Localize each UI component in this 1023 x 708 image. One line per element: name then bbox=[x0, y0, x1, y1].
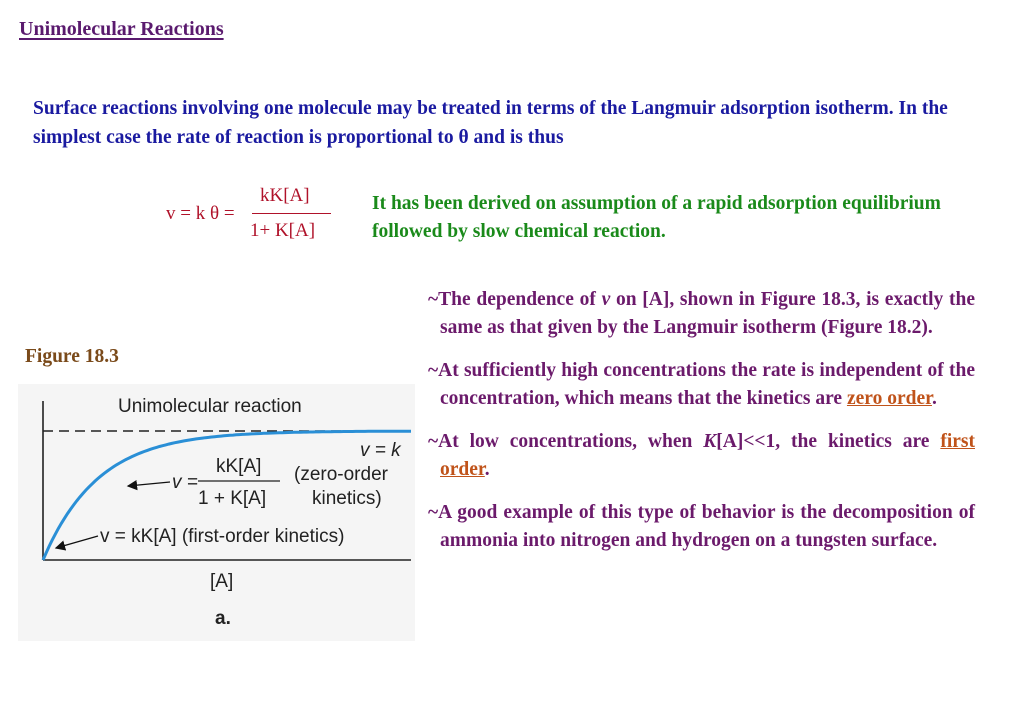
figure-18-3 bbox=[18, 384, 415, 641]
bullet-text: ~At low concentrations, when bbox=[428, 431, 704, 452]
first-order-link[interactable]: first order bbox=[440, 431, 975, 480]
first-order-label: v = kK[A] (first-order kinetics) bbox=[100, 526, 345, 547]
first-order-arrow bbox=[56, 536, 98, 548]
bullet-example bbox=[428, 499, 975, 555]
constant-variable: K bbox=[703, 431, 717, 452]
zero-order-denominator: 1 + K[A] bbox=[198, 488, 267, 509]
zero-order-note-line2: kinetics) bbox=[312, 488, 382, 509]
bullet-text: on [A], shown in Figure 18.3, is exactly the same as that given by the Langmuir isotherm (Figure 18.2). bbox=[440, 289, 975, 338]
figure-label: Figure 18.3 bbox=[25, 346, 119, 367]
equation-numerator: kK[A] bbox=[260, 185, 310, 206]
rate-equation bbox=[160, 184, 350, 246]
unimolecular-reaction-plot bbox=[18, 384, 415, 641]
zero-order-lhs: v = bbox=[172, 472, 198, 493]
x-axis-label: [A] bbox=[210, 571, 234, 592]
bullet-list bbox=[428, 286, 975, 570]
rate-variable: v bbox=[601, 289, 611, 310]
bullet-text: ~The dependence of bbox=[428, 289, 602, 310]
equation-lhs: v = k θ = bbox=[166, 203, 235, 224]
bullet-high-concentration bbox=[428, 357, 975, 413]
equation-denominator: 1+ K[A] bbox=[250, 220, 316, 241]
bullet-text: . bbox=[484, 459, 490, 480]
zero-order-numerator: kK[A] bbox=[216, 456, 262, 477]
bullet-text: ~A good example of this type of behavior is the decomposition of ammonia into nitrogen and hydrogen on a tungsten surface. bbox=[428, 502, 975, 551]
intro-paragraph: Surface reactions involving one molecule may be treated in terms of the Langmuir adsorption isotherm. In the simplest case the rate of reaction is proportional to θ and is thus bbox=[33, 98, 948, 148]
plot-title: Unimolecular reaction bbox=[118, 396, 302, 417]
panel-label: a. bbox=[215, 608, 231, 629]
page-title: Unimolecular Reactions bbox=[19, 18, 224, 40]
bullet-low-concentration bbox=[428, 428, 975, 484]
derivation-note: It has been derived on assumption of a rapid adsorption equilibrium followed by slow chemical reaction. bbox=[372, 193, 941, 242]
zero-order-arrow bbox=[128, 482, 170, 486]
zero-order-note-line1: (zero-order bbox=[294, 464, 388, 485]
bullet-text: . bbox=[931, 388, 937, 409]
bullet-text: [A]<<1, the kinetics are bbox=[716, 431, 941, 452]
asymptote-label: v = k bbox=[360, 440, 401, 461]
fraction-bar bbox=[252, 213, 331, 214]
bullet-dependence bbox=[428, 286, 975, 342]
bullet-text: ~At sufficiently high concentrations the rate is independent of the concentration, which means that the kinetics are bbox=[428, 360, 975, 409]
zero-order-link[interactable]: zero order bbox=[846, 388, 932, 409]
